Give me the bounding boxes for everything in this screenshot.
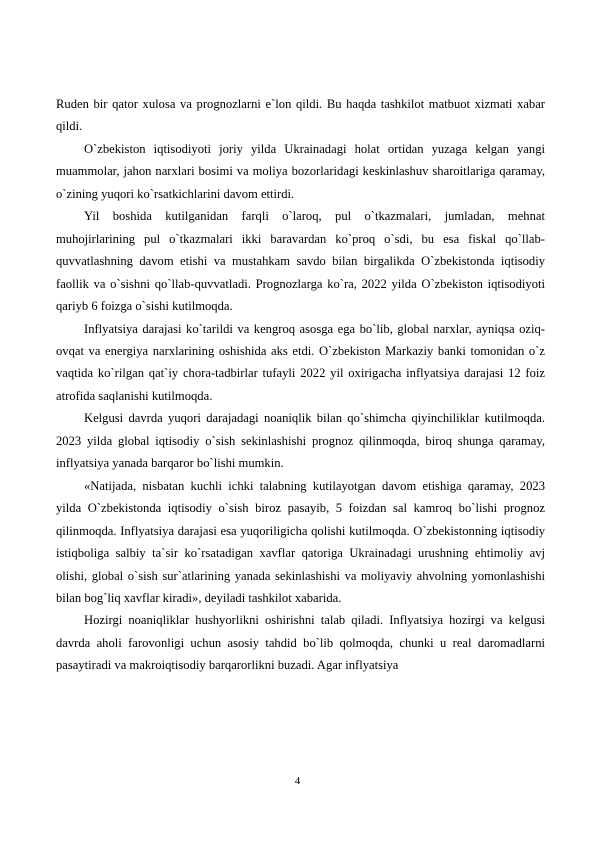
paragraph-uncertainty: Hozirgi noaniqliklar hushyorlikni oshirishni talab qiladi. Inflyatsiya hozirgi va kelgusi davrda aholi farovonligi uchun asosiy tahdid bo`lib qolmoqda, chunki u real daromadlarni pasaytiradi va makroiqtisodiy barqarorlikni buzadi. Agar inflyatsiya [56,613,545,673]
page-number: 4 [294,775,301,787]
paragraph-remittances: Yil boshida kutilganidan farqli o`laroq, pul o`tkazmalari, jumladan, mehnat muhojirlarining pul o`tkazmalari ikki baravardan ko`proq o`sdi, bu esa fiskal qo`llab-quvvatlashning davom etishi va mustahkam savdo bilan birgalikda O`zbekistonda iqtisodiy faollik va o`sishni qo`llab-quvvatladi. Prognozlarga ko`ra, 2022 yilda O`zbekiston iqtisodiyoti qariyb 6 foizga o`sishi kutilmoqda. [56,209,545,314]
paragraph-inflation: Inflyatsiya darajasi ko`tarildi va kengroq asosga ega bo`lib, global narxlar, ayniqsa oziq-ovqat va energiya narxlarining oshishida aks etdi. O`zbekiston Markaziy banki tomonidan o`z vaqtida ko`rilgan qat`iy chora-tadbirlar tufayli 2022 yil oxirigacha inflyatsiya darajasi 12 foiz atrofida saqlanishi kutilmoqda. [56,321,545,403]
body-text [56,93,545,677]
paragraph-economy-performance: O`zbekiston iqtisodiyoti joriy yilda Ukrainadagi holat ortidan yuzaga kelgan yangi muammolar, jahon narxlari bosimi va moliya bozorlaridagi keskinlashuv sharoitlariga qaramay, o`zining yuqori ko`rsatkichlarini davom ettirdi. [56,141,545,201]
paragraph-outlook: Kelgusi davrda yuqori darajadagi noaniqlik bilan qo`shimcha qiyinchiliklar kutilmoqda. 2023 yilda global iqtisodiy o`sish sekinlashishi prognoz qilinmoqda, biroq shunga qaramay, inflyatsiya yanada barqaror bo`lishi mumkin. [56,411,545,471]
paragraph-continuation: Ruden bir qator xulosa va prognozlarni e`lon qildi. Bu haqda tashkilot matbuot xizmati xabar qildi. [56,97,545,134]
paragraph-quote: «Natijada, nisbatan kuchli ichki talabning kutilayotgan davom etishiga qaramay, 2023 yilda O`zbekistonda iqtisodiy o`sish biroz pasayib, 5 foizdan sal kamroq bo`lishi prognoz qilinmoqda. Inflyatsiya darajasi esa yuqoriligicha qolishi kutilmoqda. O`zbekistonning iqtisodiy istiqboliga salbiy ta`sir ko`rsatadigan xavflar qatoriga Ukrainadagi urushning ehtimoliy avj olishi, global o`sish sur`atlarining yanada sekinlashishi va moliyaviy ahvolning yomonlashishi bilan bog`liq xavflar kiradi», deyiladi tashkilot xabarida. [56,478,545,605]
